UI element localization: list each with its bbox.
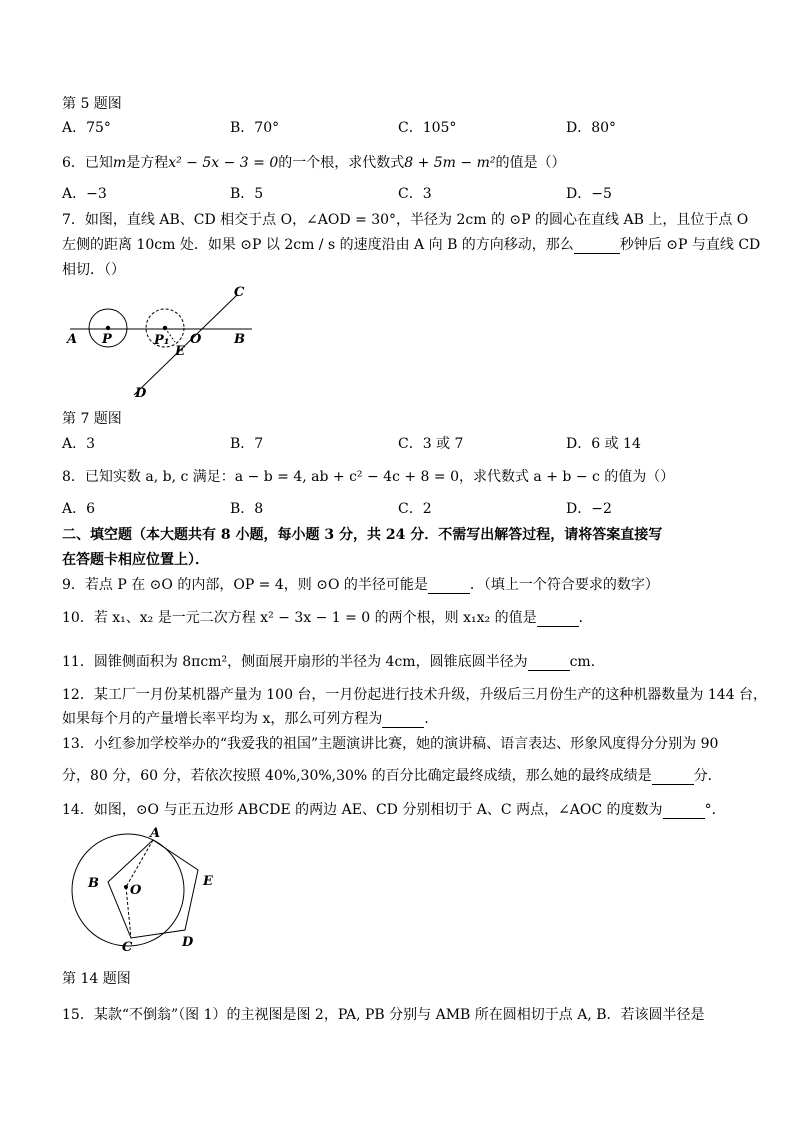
label-c: C <box>122 940 133 955</box>
point-o <box>124 885 128 889</box>
q9-answer-blank[interactable] <box>428 579 470 594</box>
label-d: D <box>182 935 194 950</box>
figure-5-caption: 第 5 题图 <box>62 96 122 112</box>
q13-text-a: 分，80 分，60 分，若依次按照 40%,30%,30% 的百分比确定最终成绩，那么她的最终成绩是 <box>62 768 652 784</box>
q5-options <box>62 117 742 135</box>
q13-line-2 <box>62 765 722 785</box>
q12-line-2 <box>62 708 438 728</box>
label-a: A <box>67 332 78 347</box>
q13-line-1: 13．小红参加学校举办的“我爱我的祖国”主题演讲比赛，她的演讲稿、语言表达、形象风度得分分别为 90 <box>62 736 719 752</box>
line-cd <box>134 295 237 395</box>
q8-option-d[interactable]: D．−2 <box>566 501 612 517</box>
q7-line-2a: 左侧的距离 10cm 处．如果 ⊙P 以 2cm / s 的速度沿由 A 向 B 的方向移动，那么 <box>62 237 574 253</box>
q6-option-b[interactable]: B．5 <box>230 186 264 202</box>
label-b: B <box>234 332 245 347</box>
q14-answer-blank[interactable] <box>663 804 705 819</box>
q7-option-a[interactable]: A．3 <box>62 436 96 452</box>
q7-line-3: 相切．（） <box>62 262 125 278</box>
question-14 <box>62 799 726 819</box>
q7-option-c[interactable]: C．3 或 7 <box>398 436 464 452</box>
q7-answer-blank[interactable] <box>574 239 620 254</box>
label-e: E <box>175 344 185 359</box>
q6-m: m <box>112 155 127 171</box>
question-9 <box>62 574 659 594</box>
question-11 <box>62 651 605 671</box>
label-a: A <box>150 826 161 841</box>
q7-options <box>62 433 742 451</box>
figure-7 <box>62 280 262 402</box>
section-2-heading-line-1: 二、填空题（本大题共有 8 小题，每小题 3 分，共 24 分．不需写出解答过程，请将答案直接写 <box>62 527 663 543</box>
q6-options <box>62 183 742 201</box>
q12-text-a: 如果每个月的产量增长率平均为 x，那么可列方程为 <box>62 711 383 727</box>
figure-14-caption: 第 14 题图 <box>62 971 131 987</box>
question-8: 8．已知实数 a, b, c 满足：a − b = 4, ab + c² − 4c + 8 = 0，求代数式 a + b − c 的值为（） <box>62 469 675 485</box>
q6-option-a[interactable]: A．−3 <box>62 186 107 202</box>
q7-line-2b: 秒钟后 ⊙P 与直线 CD <box>619 237 761 253</box>
q11-answer-blank[interactable] <box>528 656 570 671</box>
q7-option-b[interactable]: B．7 <box>230 436 264 452</box>
question-10 <box>62 607 593 627</box>
label-c: C <box>234 285 245 300</box>
q7-line-2 <box>62 234 760 254</box>
label-d: D <box>135 386 147 401</box>
section-2-heading-line-2: 在答题卡相应位置上）． <box>62 552 209 568</box>
q9-text-a: 9．若点 P 在 ⊙O 的内部，OP = 4，则 ⊙O 的半径可能是 <box>62 577 428 593</box>
q13-answer-blank[interactable] <box>652 770 694 785</box>
q10-answer-blank[interactable] <box>537 612 579 627</box>
q5-option-c[interactable]: C．105° <box>398 120 457 136</box>
q6-option-c[interactable]: C．3 <box>398 186 432 202</box>
q6-text-c: 的一个根，求代数式 <box>278 155 405 171</box>
q5-option-d[interactable]: D．80° <box>566 120 617 136</box>
q11-text-a: 11．圆锥侧面积为 8πcm²，侧面展开扇形的半径为 4cm，圆锥底圆半径为 <box>62 654 528 670</box>
q7-line-1: 7．如图，直线 AB、CD 相交于点 O，∠AOD = 30°，半径为 2cm 的 ⊙P 的圆心在直线 AB 上，且位于点 O <box>62 212 749 228</box>
figure-14 <box>62 826 242 956</box>
q8-option-a[interactable]: A．6 <box>62 501 96 517</box>
label-e: E <box>203 874 213 889</box>
q13-text-b: 分． <box>693 768 722 784</box>
q6-option-d[interactable]: D．−5 <box>566 186 612 202</box>
q8-option-b[interactable]: B．8 <box>230 501 264 517</box>
point-p <box>106 326 110 330</box>
q9-text-b: ．（填上一个符合要求的数字） <box>469 577 659 593</box>
q6-equation: x² − 5x − 3 = 0 <box>168 155 279 171</box>
label-o: O <box>190 332 202 347</box>
q12-answer-blank[interactable] <box>382 713 424 728</box>
q8-option-c[interactable]: C．2 <box>398 501 432 517</box>
q14-text-a: 14．如图，⊙O 与正五边形 ABCDE 的两边 AE、CD 分别相切于 A、C 两点，∠AOC 的度数为 <box>62 802 663 818</box>
label-b: B <box>88 876 99 891</box>
q6-text-d: 的值是（） <box>495 155 566 171</box>
segment-oa <box>126 840 153 887</box>
q6-text-a: 6．已知 <box>62 155 113 171</box>
question-15: 15．某款“不倒翁”（图 1）的主视图是图 2，PA, PB 分别与 AMB 所在圆相切于点 A, B．若该圆半径是 <box>62 1007 705 1023</box>
q12-text-b: ． <box>424 711 439 727</box>
label-o: O <box>130 883 142 898</box>
q5-option-a[interactable]: A．75° <box>62 120 111 136</box>
label-p: P <box>102 332 112 347</box>
q7-option-d[interactable]: D．6 或 14 <box>566 436 641 452</box>
q12-line-1: 12．某工厂一月份某机器产量为 100 台，一月份起进行技术升级，升级后三月份生产的这种机器数量为 144 台， <box>62 687 768 703</box>
q6-expression: 8 + 5m − m² <box>404 155 496 171</box>
q8-options <box>62 498 742 516</box>
figure-7-caption: 第 7 题图 <box>62 411 122 427</box>
label-p1: P₁ <box>154 333 170 348</box>
q6-text-b: 是方程 <box>126 155 169 171</box>
q10-text-a: 10．若 x₁、x₂ 是一元二次方程 x² − 3x − 1 = 0 的两个根，则 x₁x₂ 的值是 <box>62 610 537 626</box>
question-6 <box>62 152 565 172</box>
q10-text-b: ． <box>578 610 593 626</box>
q14-text-b: °． <box>704 802 726 818</box>
q11-text-b: cm． <box>569 654 605 670</box>
pentagon-abcde <box>108 840 198 938</box>
q5-option-b[interactable]: B．70° <box>230 120 280 136</box>
